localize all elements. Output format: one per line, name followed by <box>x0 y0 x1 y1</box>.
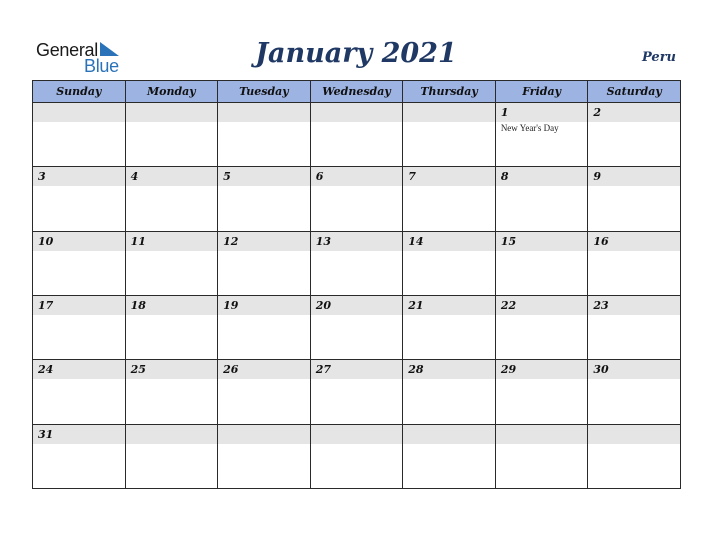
day-number-band <box>496 425 588 444</box>
day-number: 8 <box>500 170 509 184</box>
day-number-band <box>33 232 125 251</box>
day-cell <box>495 103 588 167</box>
day-cell <box>310 295 403 359</box>
day-number: 27 <box>315 363 331 377</box>
day-number-band <box>588 360 680 379</box>
day-cell <box>310 167 403 231</box>
day-cell <box>33 360 126 424</box>
day-cell <box>218 424 311 488</box>
day-cell <box>310 360 403 424</box>
day-cell <box>125 295 218 359</box>
day-number-band <box>403 232 495 251</box>
day-number-band <box>588 296 680 315</box>
day-number-band <box>311 167 403 186</box>
day-cell <box>125 231 218 295</box>
day-cell <box>218 360 311 424</box>
day-number-band <box>218 425 310 444</box>
weekday-saturday: Saturday <box>588 81 681 103</box>
weekday-thursday: Thursday <box>403 81 496 103</box>
country-label: Peru <box>642 50 676 65</box>
week-row <box>33 360 681 424</box>
day-number-band <box>33 296 125 315</box>
weekday-monday: Monday <box>125 81 218 103</box>
day-number-band <box>403 167 495 186</box>
day-number: 15 <box>500 234 517 248</box>
day-cell <box>218 103 311 167</box>
week-row <box>33 231 681 295</box>
day-cell <box>403 295 496 359</box>
day-number-band <box>311 232 403 251</box>
weekday-friday: Friday <box>495 81 588 103</box>
day-number-band <box>218 103 310 122</box>
day-number: 22 <box>500 298 517 312</box>
day-number-band <box>33 103 125 122</box>
day-number: 21 <box>408 298 424 312</box>
day-number-band <box>126 167 218 186</box>
day-cell <box>33 231 126 295</box>
day-number: 23 <box>593 298 609 312</box>
day-cell <box>125 167 218 231</box>
day-number: 1 <box>500 106 509 119</box>
day-number-band <box>218 296 310 315</box>
day-cell <box>33 167 126 231</box>
day-cell <box>495 424 588 488</box>
day-cell <box>310 103 403 167</box>
day-cell <box>588 424 681 488</box>
day-number-band <box>588 232 680 251</box>
holiday-label: New Year's Day <box>500 123 559 133</box>
logo-word-blue: Blue <box>84 56 119 76</box>
day-cell <box>588 295 681 359</box>
day-cell <box>495 231 588 295</box>
day-number: 31 <box>38 427 54 441</box>
day-number-band <box>588 167 680 186</box>
day-number: 3 <box>38 170 46 184</box>
day-number-band <box>311 296 403 315</box>
day-number-band <box>403 296 495 315</box>
day-number-band <box>403 103 495 122</box>
day-number-band <box>218 232 310 251</box>
day-cell <box>125 360 218 424</box>
day-number-band <box>496 167 588 186</box>
day-number: 10 <box>38 234 54 248</box>
weekday-wednesday: Wednesday <box>310 81 403 103</box>
day-number: 30 <box>593 363 609 377</box>
day-cell <box>403 167 496 231</box>
day-number-band <box>126 425 218 444</box>
day-number: 5 <box>223 170 231 184</box>
day-number-band <box>126 296 218 315</box>
day-cell <box>403 424 496 488</box>
day-cell <box>310 231 403 295</box>
day-number: 16 <box>593 234 609 248</box>
day-number-band <box>126 360 218 379</box>
day-number: 28 <box>408 363 424 377</box>
day-cell <box>310 424 403 488</box>
day-number: 9 <box>593 170 602 184</box>
day-number-band <box>496 360 588 379</box>
day-cell <box>33 295 126 359</box>
day-number-band <box>33 360 125 379</box>
day-cell <box>588 167 681 231</box>
day-number: 11 <box>130 234 146 248</box>
day-number-band <box>311 103 403 122</box>
week-row <box>33 424 681 488</box>
day-number-band <box>218 360 310 379</box>
week-row <box>33 167 681 231</box>
week-row <box>33 295 681 359</box>
calendar-grid <box>32 80 681 489</box>
day-cell <box>403 231 496 295</box>
day-number: 20 <box>315 298 331 312</box>
day-cell <box>403 360 496 424</box>
day-number-band <box>311 360 403 379</box>
day-number-band <box>126 232 218 251</box>
day-number-band <box>218 167 310 186</box>
logo-word-general: General <box>36 40 98 60</box>
day-number: 7 <box>408 170 416 184</box>
day-number: 12 <box>223 234 239 248</box>
day-cell <box>588 360 681 424</box>
day-cell <box>588 103 681 167</box>
day-cell <box>588 231 681 295</box>
day-number: 13 <box>315 234 331 248</box>
day-number-band <box>588 103 680 122</box>
day-number: 19 <box>223 298 239 312</box>
day-number: 25 <box>130 363 146 377</box>
day-number: 6 <box>315 170 324 184</box>
day-number-band <box>403 360 495 379</box>
day-number-band <box>311 425 403 444</box>
weekday-header-row <box>33 81 681 103</box>
day-cell <box>125 103 218 167</box>
day-number: 2 <box>593 106 602 119</box>
day-number: 17 <box>38 298 54 312</box>
day-cell <box>33 103 126 167</box>
day-cell <box>33 424 126 488</box>
day-cell <box>495 167 588 231</box>
day-number: 4 <box>130 170 139 184</box>
day-cell <box>495 295 588 359</box>
day-cell <box>218 295 311 359</box>
day-number: 26 <box>223 363 239 377</box>
weekday-tuesday: Tuesday <box>218 81 311 103</box>
day-cell <box>403 103 496 167</box>
page-title: January 2021 <box>255 38 457 69</box>
day-cell <box>218 167 311 231</box>
day-cell <box>495 360 588 424</box>
day-number-band <box>403 425 495 444</box>
day-number-band <box>496 103 588 122</box>
day-number: 24 <box>38 363 54 377</box>
day-number: 14 <box>408 234 424 248</box>
weekday-sunday: Sunday <box>33 81 126 103</box>
day-number-band <box>496 232 588 251</box>
day-number: 29 <box>500 363 517 377</box>
day-cell <box>218 231 311 295</box>
day-cell <box>125 424 218 488</box>
day-number-band <box>126 103 218 122</box>
day-number-band <box>33 425 125 444</box>
week-row <box>33 103 681 167</box>
day-number-band <box>496 296 588 315</box>
day-number-band <box>33 167 125 186</box>
day-number-band <box>588 425 680 444</box>
day-number: 18 <box>130 298 146 312</box>
